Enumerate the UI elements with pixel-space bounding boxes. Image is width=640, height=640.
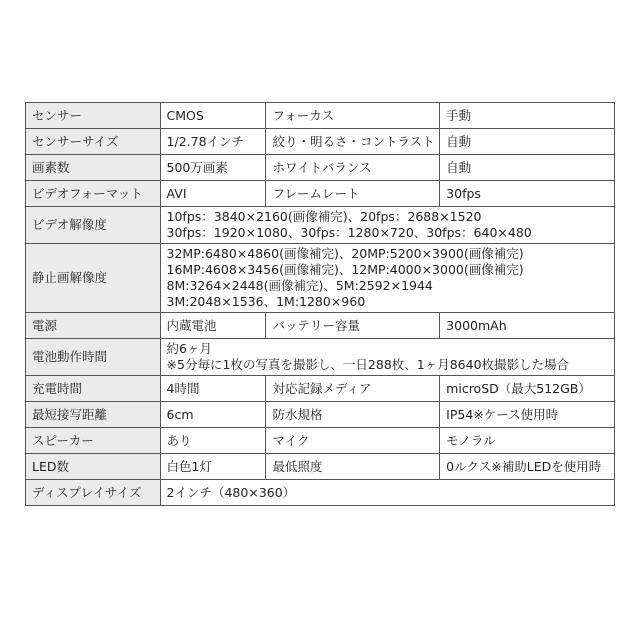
spec-value: 手動 bbox=[440, 103, 615, 129]
spec-value-line: 16MP:4608×3456(画像補完)、12MP:4000×3000(画像補完) bbox=[166, 262, 524, 277]
spec-row-power bbox=[26, 313, 615, 339]
spec-row-min-focus bbox=[26, 402, 615, 428]
spec-label: センサー bbox=[26, 103, 161, 129]
spec-row-sensor bbox=[26, 103, 615, 129]
spec-row-still-resolution bbox=[26, 244, 615, 313]
spec-label: ディスプレイサイズ bbox=[26, 480, 161, 506]
spec-value bbox=[160, 244, 614, 313]
spec-label: 対応記録メディア bbox=[266, 376, 440, 402]
spec-value-line: 32MP:6480×4860(画像補完)、20MP:5200×3900(画像補完) bbox=[166, 246, 524, 261]
spec-label: フレームレート bbox=[266, 181, 440, 207]
spec-value-line: 10fps：3840×2160(画像補完)、20fps：2688×1520 bbox=[166, 209, 482, 224]
spec-value: あり bbox=[160, 428, 266, 454]
spec-value-line: 8M:3264×2448(画像補完)、5M:2592×1944 bbox=[166, 278, 433, 293]
spec-label: 静止画解像度 bbox=[26, 244, 161, 313]
spec-value: 自動 bbox=[440, 129, 615, 155]
spec-value: 500万画素 bbox=[160, 155, 266, 181]
spec-row-video-format bbox=[26, 181, 615, 207]
spec-row-battery-life bbox=[26, 339, 615, 376]
spec-value: IP54※ケース使用時 bbox=[440, 402, 615, 428]
spec-row-charge-time bbox=[26, 376, 615, 402]
spec-label: 電池動作時間 bbox=[26, 339, 161, 376]
spec-row-speaker bbox=[26, 428, 615, 454]
spec-value-line: 3M:2048×1536、1M:1280×960 bbox=[166, 294, 366, 309]
spec-label: バッテリー容量 bbox=[266, 313, 440, 339]
spec-value: 3000mAh bbox=[440, 313, 615, 339]
spec-value bbox=[160, 480, 614, 506]
spec-label: 防水規格 bbox=[266, 402, 440, 428]
spec-value-line: 2インチ（480×360） bbox=[166, 484, 296, 500]
spec-value: 自動 bbox=[440, 155, 615, 181]
spec-value: 内蔵電池 bbox=[160, 313, 266, 339]
spec-row-video-resolution bbox=[26, 207, 615, 244]
spec-value: 1/2.78インチ bbox=[160, 129, 266, 155]
spec-value: モノラル bbox=[440, 428, 615, 454]
spec-label: LED数 bbox=[26, 454, 161, 480]
spec-label: ビデオフォーマット bbox=[26, 181, 161, 207]
spec-row-pixels bbox=[26, 155, 615, 181]
spec-row-sensor-size bbox=[26, 129, 615, 155]
spec-label: 画素数 bbox=[26, 155, 161, 181]
spec-value: CMOS bbox=[160, 103, 266, 129]
spec-value bbox=[160, 339, 614, 376]
spec-value: 0ルクス※補助LEDを使用時 bbox=[440, 454, 615, 480]
spec-label: 最短接写距離 bbox=[26, 402, 161, 428]
spec-value: AVI bbox=[160, 181, 266, 207]
spec-label: ビデオ解像度 bbox=[26, 207, 161, 244]
spec-value: 6cm bbox=[160, 402, 266, 428]
spec-value: 白色1灯 bbox=[160, 454, 266, 480]
spec-label: センサーサイズ bbox=[26, 129, 161, 155]
spec-label: 絞り・明るさ・コントラスト bbox=[266, 129, 440, 155]
spec-label: ホワイトバランス bbox=[266, 155, 440, 181]
spec-label: 充電時間 bbox=[26, 376, 161, 402]
spec-value-line: 30fps：1920×1080、30fps：1280×720、30fps：640×480 bbox=[166, 225, 532, 240]
spec-table bbox=[25, 102, 615, 506]
spec-value-line: 約6ヶ月 bbox=[166, 341, 212, 356]
spec-value: microSD（最大512GB） bbox=[440, 376, 615, 402]
spec-value: 4時間 bbox=[160, 376, 266, 402]
spec-row-display bbox=[26, 480, 615, 506]
spec-label: フォーカス bbox=[266, 103, 440, 129]
spec-value-line: ※5分毎に1枚の写真を撮影し、一日288枚、1ヶ月8640枚撮影した場合 bbox=[166, 357, 570, 372]
spec-label: 最低照度 bbox=[266, 454, 440, 480]
spec-value bbox=[160, 207, 614, 244]
spec-label: スピーカー bbox=[26, 428, 161, 454]
spec-label: マイク bbox=[266, 428, 440, 454]
spec-label: 電源 bbox=[26, 313, 161, 339]
spec-value: 30fps bbox=[440, 181, 615, 207]
spec-row-led bbox=[26, 454, 615, 480]
